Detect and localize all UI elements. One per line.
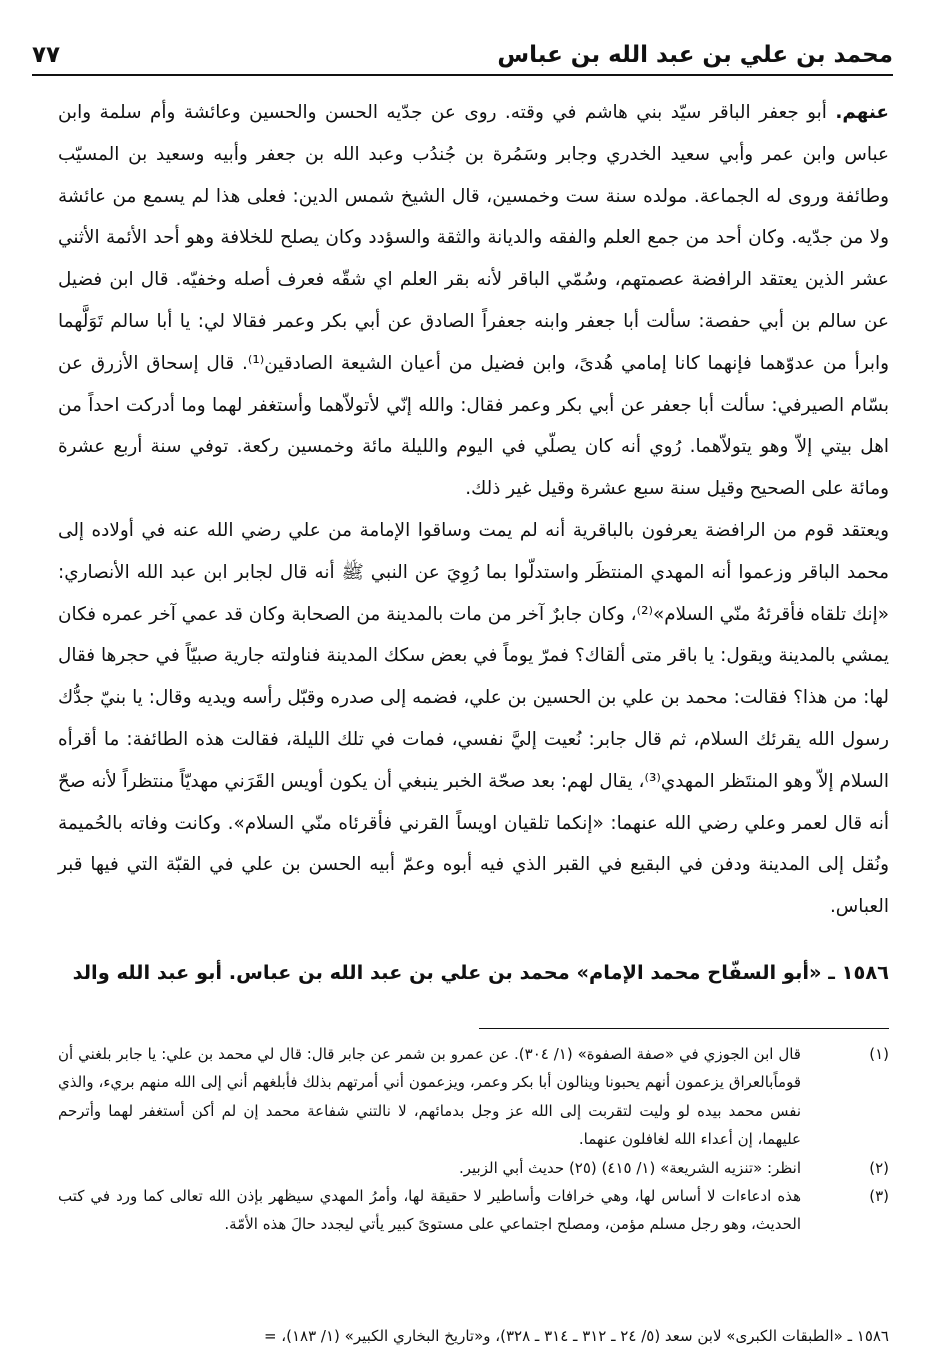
footnote-number: (١): [869, 1045, 889, 1063]
footnote-text: انظر: «تنزيه الشريعة» (١/ ٤١٥) (٢٥) حديث أبي الزبير.: [458, 1158, 801, 1177]
footnote-3: [58, 1182, 889, 1239]
page-number: ٧٧: [32, 42, 61, 68]
footnote-text: هذه ادعاءات لا أساس لها، وهي خرافات وأساطير لا حقيقة لها، وأمرُ المهدي سيظهر بإذن الله تعالى كما ورد في كتب الحديث، وهو رجل مسلم مؤمن، ومصلح اجتماعي على مستوىً كبير يأتي ليجدد حالَ هذه الأمّة.: [58, 1187, 801, 1234]
footnote-number: (٣): [869, 1187, 889, 1206]
footnote-text: قال ابن الجوزي في «صفة الصفوة» (١/ ٣٠٤). عن عمرو بن شمر عن جابر قال: قال لي محمد بن علي: يا جابر بلغني أن قوماًبالعراق يزعمون أنهم يحبونا وينالون أبا بكر وعمر، ويزعمون أني أمرتهم بذلك فأبلغهم أني إلى الله منهم بريء، والذي نفس محمد بيده لو وليت لتقربت إلى الله عز وجل بدمائهم، لا نالتني شفاعة محمد إن لم أكن أستغفر لهما وأترحم عليهما، إن أعداء الله لغافلون عنهما.: [58, 1045, 801, 1149]
footnotes: [58, 1040, 889, 1239]
source-reference-line: ١٥٨٦ ـ «الطبقات الكبرى» لابن سعد (٥/ ٢٤ ـ ٣١٢ ـ ٣١٤ ـ ٣٢٨)، و«تاريخ البخاري الكبير» (١/ ١٨٣)، =: [263, 1327, 889, 1345]
footnote-2: [58, 1154, 889, 1182]
entry-heading: ١٥٨٦ ـ «أبو السفّاح محمد الإمام» محمد بن علي بن عبد الله بن عباس. أبو عبد الله والد: [72, 961, 889, 984]
running-title: محمد بن علي بن عبد الله بن عباس: [497, 42, 893, 68]
lead-word: عنهم.: [835, 102, 889, 123]
footnote-1: [58, 1040, 889, 1154]
page-header: [32, 30, 893, 76]
paragraph-1: [58, 92, 889, 510]
paragraph-2: ويعتقد قوم من الرافضة يعرفون بالباقرية أنه لم يمت وساقوا الإمامة من علي رضي الله عنه في أولاده إلى محمد الباقر وزعموا أنه المهدي المنتظَر واستدلّوا بما رُوِيَ عن النبي ﷺ أنه قال لجابر ابن عبد الله الأنصاري: «إنك تلقاه فأقرئهُ منّي السلام»⁽²⁾، وكان جابرٌ آخر من مات بالمدينة من الصحابة وكان قد عمي آخر عمره فكان يمشي بالمدينة ويقول: يا باقر متى ألقاك؟ فمرّ يوماً في بعض سكك المدينة فناولته جارية صبيّاً في حجرها فقال لها: من هذا؟ فقالت: محمد بن علي بن الحسين بن علي، فضمه إلى صدره وقبّل رأسه ويديه وقال: يا بنيّ جدُّك رسول الله يقرئك السلام، ثم قال جابر: نُعيت إليَّ نفسي، فمات في تلك الليلة، فقالت هذه الطائفة: ما أقرأه السلام إلاّ وهو المنتَظر المهدي⁽³⁾، يقال لهم: بعد صحّة الخبر ينبغي أن يكون أويس القَرَني مهديّاً منتظراً لأنه صحّ أنه قال لعمر وعلي رضي الله عنهما: «إنكما تلقيان اويساً القرني فأقرئاه منّي السلام». وكانت وفاته بالحُميمة ونُقل إلى المدينة ودفن في البقيع في القبر الذي فيه أبوه وعمّ أبيه الحسن بن علي في القبّة التي فيها قبر العباس.: [58, 519, 889, 918]
paragraph-1-text: أبو جعفر الباقر سيّد بني هاشم في وقته. روى عن جدّيه الحسن والحسين وعائشة وأم سلمة وابن عباس وابن عمر وأبي سعيد الخدري وجابر وسَمُرة بن جُندُب وعبد الله بن جعفر وأبيه وسعيد بن المسيّب وطائفة وروى له الجماعة. مولده سنة ست وخمسين، قال الشيخ شمس الدين: فعلى هذا لم يسمع من عائشة ولا من جدّيه. وكان أحد من جمع العلم والفقه والديانة والثقة والسؤدد وكان يصلح للخلافة وهو أحد الأئمة الأثني عشر الذين يعتقد الرافضة عصمتهم، وسُمّي الباقر لأنه بقر العلم اي شقّه فعرف أصله وخفيّه. قال ابن فضيل عن سالم بن أبي حفصة: سألت أبا جعفر وابنه جعفراً الصادق عن أبي بكر وعمر فقالا لي: يا أبا سالم تَوَلَّهما وابرأ من عدوّهما فإنهما كانا إمامي هُدىً، وابن فضيل من أعيان الشيعة الصادقين⁽¹⁾. قال إسحاق الأزرق عن بسّام الصيرفي: سألت أبا جعفر عن أبي بكر وعمر فقال: والله إنّي لأتولاّهما وأستغفر لهما وما أدركت احداً من اهل بيتي إلاّ وهو يتولاّهما. رُوي أنه كان يصلّي في اليوم والليلة مائة وخمسين ركعة. توفي سنة أربع عشرة ومائة على الصحيح وقيل سنة سبع عشرة وقيل غير ذلك.: [58, 102, 889, 500]
footnote-divider: [479, 1028, 889, 1029]
footnote-number: (٢): [869, 1158, 889, 1177]
main-text: [58, 92, 889, 928]
